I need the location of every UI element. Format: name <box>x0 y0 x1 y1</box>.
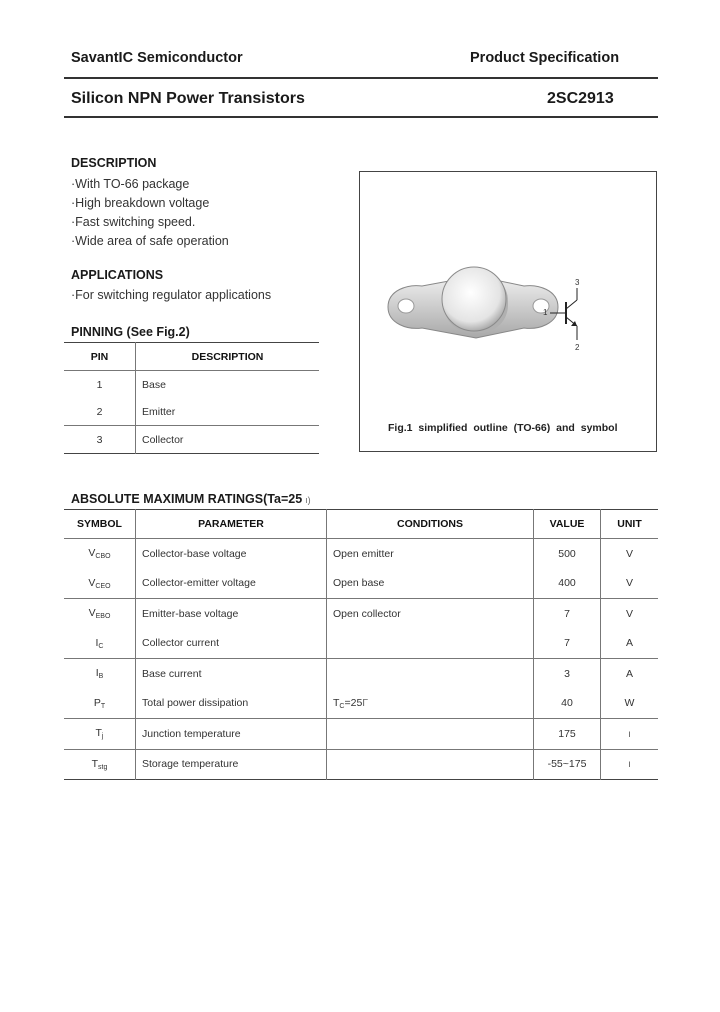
ratings-title <box>71 492 311 506</box>
parameter-cell: Emitter-base voltage <box>136 599 327 629</box>
symbol-subscript: j <box>101 733 104 741</box>
symbol: I <box>95 636 99 649</box>
symbol-cell <box>64 629 136 659</box>
conditions-cell: Open collector <box>327 599 534 629</box>
parameter-header: PARAMETER <box>136 510 327 539</box>
table-row <box>64 659 658 689</box>
symbol-cell <box>64 749 136 780</box>
unit-cell <box>601 749 659 780</box>
condition-value: =25 <box>344 696 363 709</box>
symbol-cell <box>64 689 136 719</box>
figure-box <box>359 171 657 452</box>
conditions-cell: Open base <box>327 569 534 599</box>
symbol-subscript: stg <box>98 763 108 771</box>
degree-glyph: ı) <box>305 495 311 505</box>
description-item: ·Wide area of safe operation <box>71 234 229 248</box>
conditions-cell <box>327 689 534 719</box>
symbol-cell <box>64 659 136 689</box>
header-rule-top <box>64 77 658 79</box>
pin-3-label: 3 <box>575 278 580 287</box>
pin-number: 3 <box>64 426 136 454</box>
symbol: T <box>91 757 99 770</box>
figure-caption: Fig.1 simplified outline (TO-66) and symbol <box>388 422 618 434</box>
table-row <box>64 749 658 780</box>
npn-transistor-symbol <box>360 172 656 451</box>
table-row <box>64 398 319 426</box>
symbol: V <box>88 607 96 620</box>
symbol-cell <box>64 719 136 750</box>
value-cell: 7 <box>534 629 601 659</box>
pin-number: 1 <box>64 371 136 399</box>
parameter-cell: Junction temperature <box>136 719 327 750</box>
pin-2-label: 2 <box>575 343 580 352</box>
symbol: T <box>95 727 102 740</box>
table-row <box>64 426 319 454</box>
parameter-cell: Total power dissipation <box>136 689 327 719</box>
conditions-cell <box>327 629 534 659</box>
pin-header: PIN <box>64 343 136 371</box>
table-row <box>64 569 658 599</box>
degree-glyph: ı <box>628 727 631 740</box>
table-row <box>64 689 658 719</box>
conditions-cell <box>327 749 534 780</box>
value-cell: 175 <box>534 719 601 750</box>
degree-glyph: ı <box>628 758 631 771</box>
pin-number: 2 <box>64 398 136 426</box>
symbol-subscript: CEO <box>95 582 111 590</box>
unit-cell <box>601 719 659 750</box>
conditions-cell <box>327 659 534 689</box>
applications-item: ·For switching regulator applications <box>71 288 272 302</box>
symbol-subscript: EBO <box>95 613 111 621</box>
value-cell: -55~175 <box>534 749 601 780</box>
symbol-subscript: C <box>98 642 104 650</box>
part-number: 2SC2913 <box>547 90 614 107</box>
symbol-header: SYMBOL <box>64 510 136 539</box>
value-cell: 500 <box>534 539 601 569</box>
symbol: I <box>95 667 99 680</box>
company-name: SavantIC Semiconductor <box>71 50 243 66</box>
symbol: V <box>88 547 96 560</box>
table-row <box>64 599 658 629</box>
symbol: P <box>93 696 101 709</box>
conditions-cell <box>327 719 534 750</box>
table-row <box>64 629 658 659</box>
parameter-cell: Collector current <box>136 629 327 659</box>
description-item: ·With TO-66 package <box>71 177 190 191</box>
degree-glyph: Г <box>362 696 368 709</box>
table-row <box>64 719 658 750</box>
symbol-cell <box>64 599 136 629</box>
pin-1-label: 1 <box>543 308 548 317</box>
value-cell: 7 <box>534 599 601 629</box>
symbol-cell <box>64 539 136 569</box>
pin-description: Emitter <box>142 405 176 418</box>
unit-cell: A <box>625 637 633 650</box>
symbol-subscript: B <box>98 673 104 681</box>
table-row <box>64 539 658 569</box>
symbol: V <box>88 576 96 589</box>
pin-description: Collector <box>136 426 320 454</box>
conditions-cell: Open emitter <box>327 539 534 569</box>
value-header: VALUE <box>534 510 601 539</box>
value-cell: 40 <box>534 689 601 719</box>
pin-description-header: DESCRIPTION <box>191 350 264 363</box>
conditions-header: CONDITIONS <box>327 510 534 539</box>
pin-description: Base <box>136 371 320 399</box>
unit-cell: V <box>625 547 633 560</box>
pinning-table <box>64 342 319 454</box>
unit-header: UNIT <box>601 510 659 539</box>
unit-cell: V <box>625 577 633 590</box>
unit-cell: W <box>624 697 635 710</box>
value-cell: 3 <box>534 659 601 689</box>
parameter-cell: Base current <box>136 659 327 689</box>
condition-subscript: C <box>339 702 345 710</box>
ratings-table <box>64 509 658 780</box>
symbol-subscript: T <box>100 702 106 710</box>
ratings-title-text: ABSOLUTE MAXIMUM RATINGS(Ta=25 <box>71 492 303 506</box>
unit-cell: V <box>601 599 659 629</box>
parameter-cell: Collector-emitter voltage <box>136 569 327 599</box>
applications-title: APPLICATIONS <box>71 268 164 282</box>
product-line: Silicon NPN Power Transistors <box>71 90 305 107</box>
description-title: DESCRIPTION <box>71 156 157 170</box>
parameter-cell: Collector-base voltage <box>136 539 327 569</box>
symbol-subscript: CBO <box>95 553 111 561</box>
description-item: ·Fast switching speed. <box>71 215 196 229</box>
symbol-cell <box>64 569 136 599</box>
doc-type: Product Specification <box>470 50 620 66</box>
parameter-cell: Storage temperature <box>136 749 327 780</box>
value-cell: 400 <box>534 569 601 599</box>
description-item: ·High breakdown voltage <box>71 196 210 210</box>
unit-cell: A <box>601 659 659 689</box>
header-rule-bottom <box>64 116 658 118</box>
condition-symbol: T <box>333 696 340 709</box>
table-row <box>64 371 319 399</box>
pinning-title: PINNING (See Fig.2) <box>71 325 190 339</box>
description-list <box>71 175 229 251</box>
